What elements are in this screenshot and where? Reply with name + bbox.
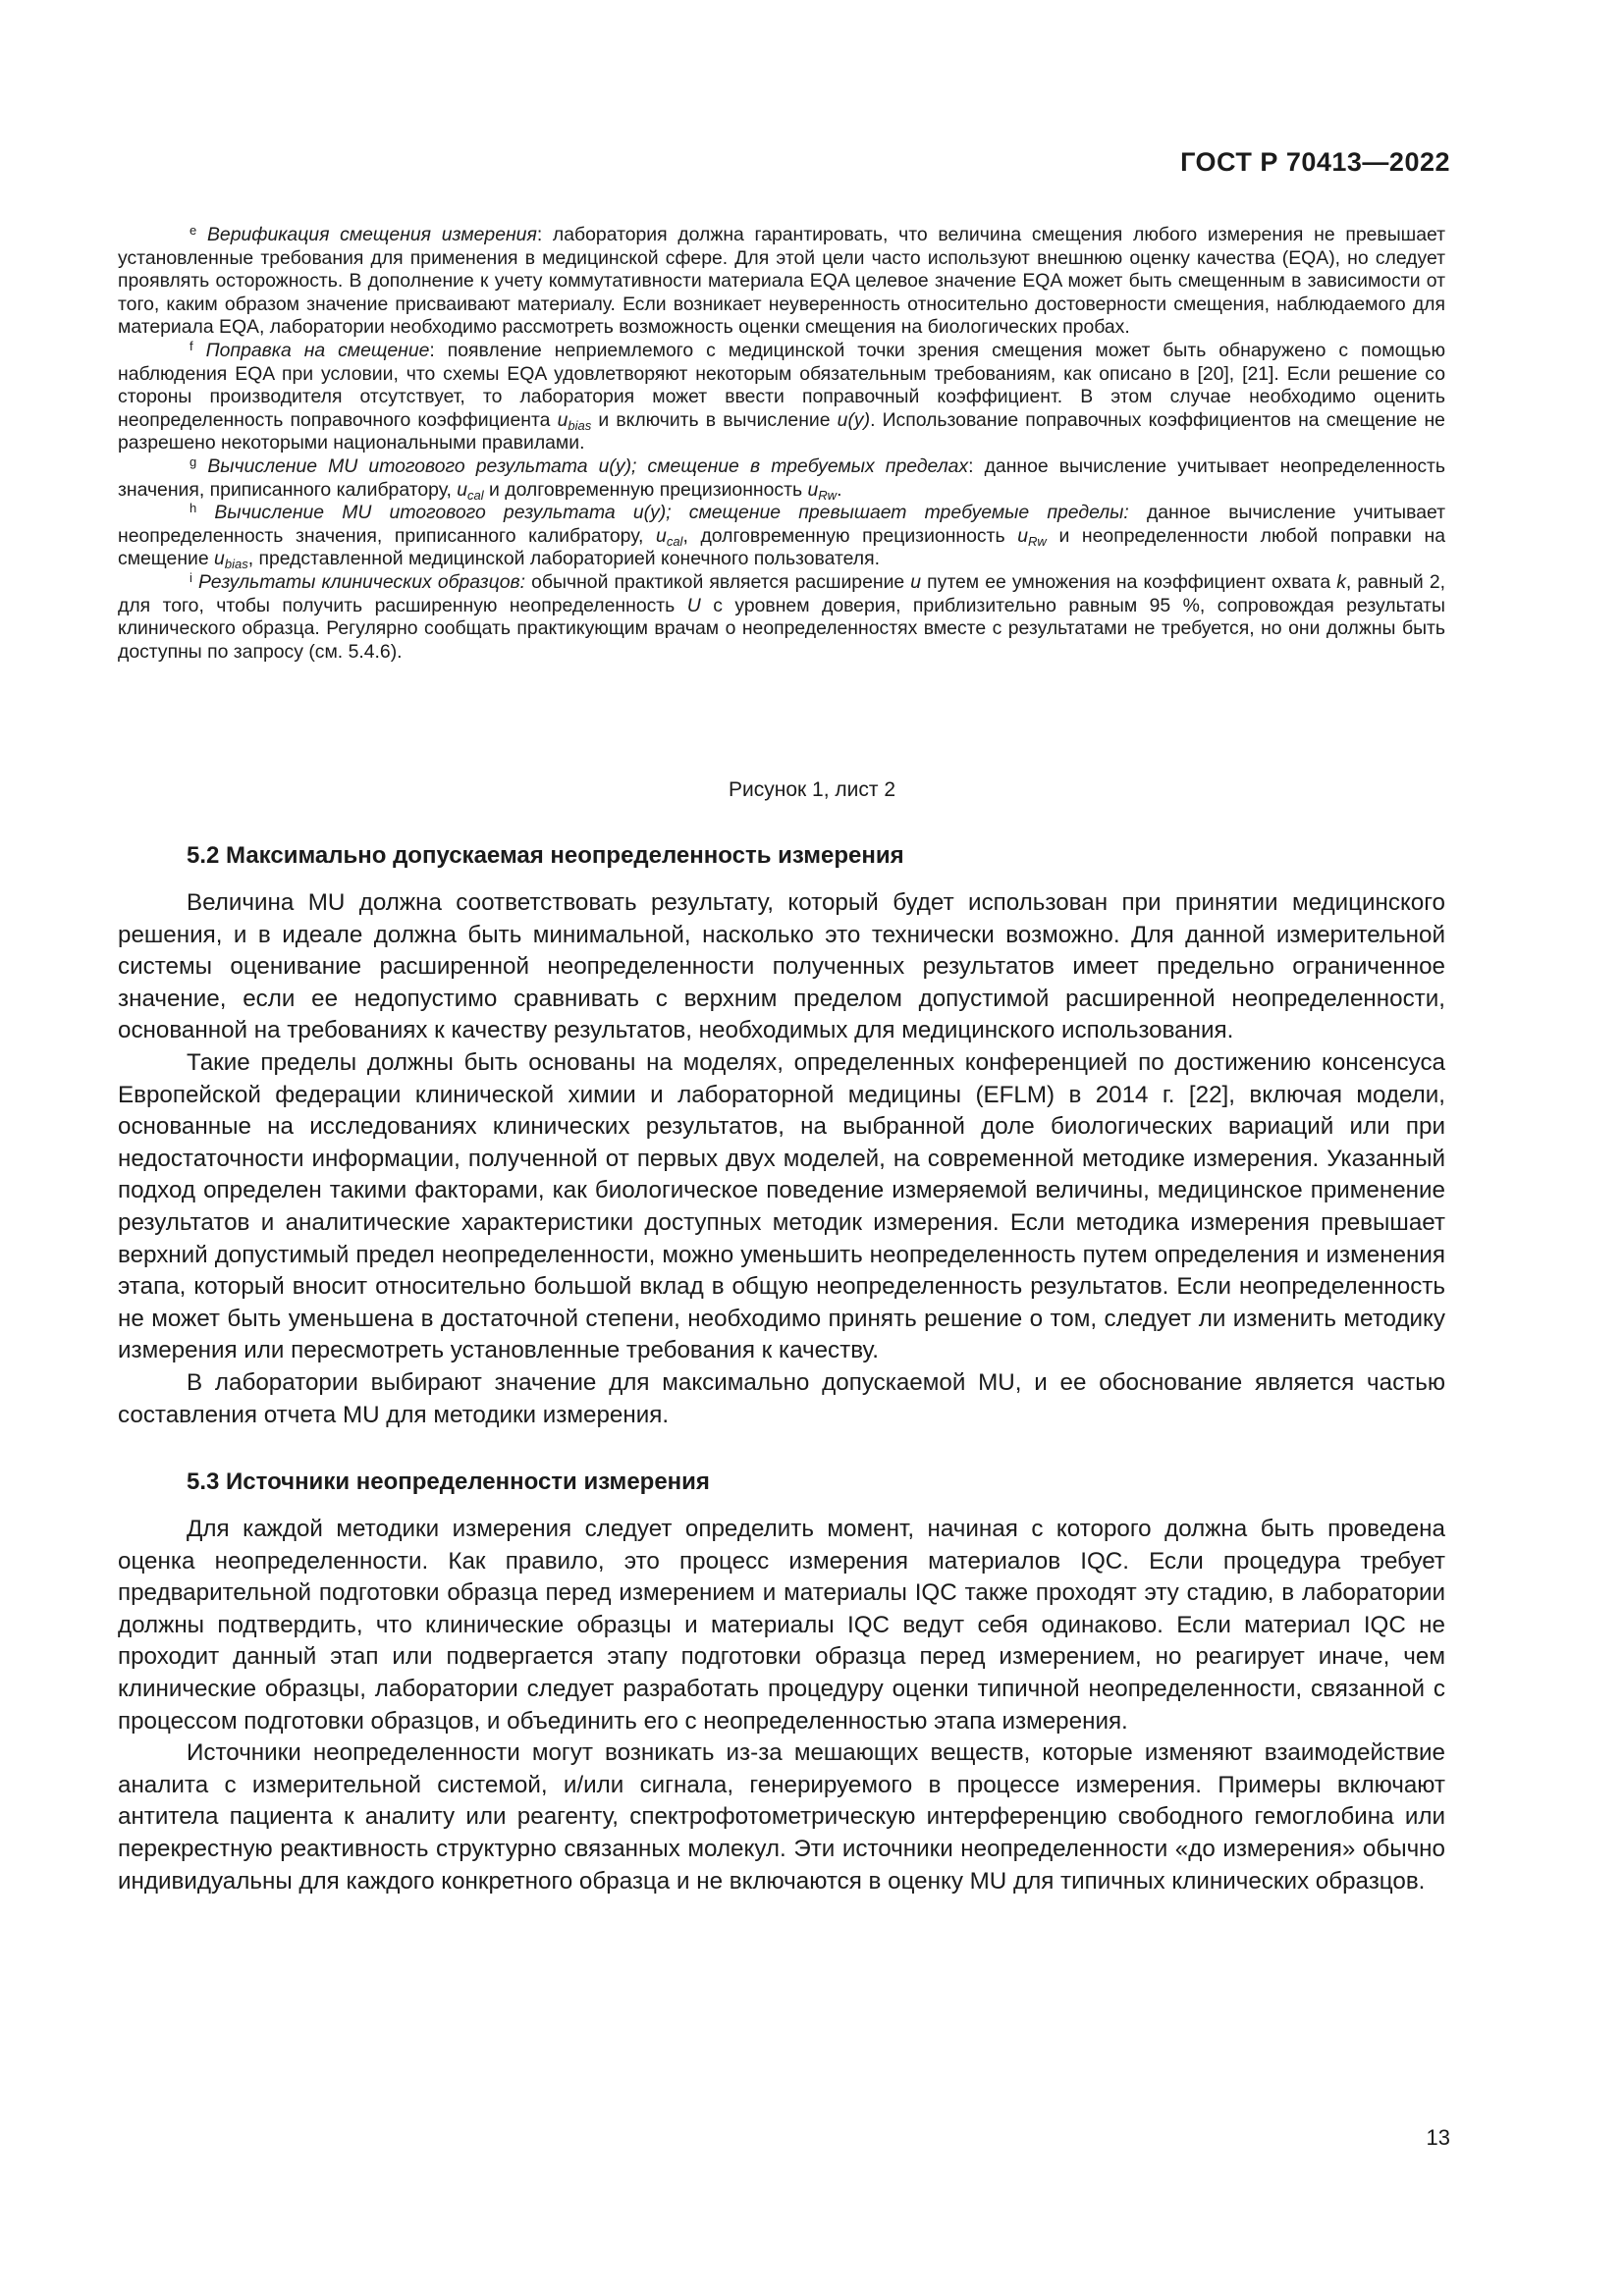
footnote-text: и неопределенности любой поправки на смещение (118, 524, 1445, 570)
section-5-2-paragraph-1: Величина MU должна соответствовать результату, который будет использован при принятии медицинского решения, и в идеале должна быть минимальной, насколько это технически возможно. Для данной измерительной системы оценивание расширенной неопределенности полученных результатов имеет предельно ограниченное значение, если ее недопустимо сравнивать с верхним пределом допустимой расширенной неопределенности, основанной на требованиях к качеству результатов, необходимых для медицинского использования. (118, 889, 1445, 1044)
footnote-title: Вычисление MU итогового результата u(y); смещение в требуемых пределах (207, 454, 969, 477)
footnote-g (118, 455, 1445, 502)
footnote-text: , представленной медицинской лабораторией конечного пользователя. (247, 548, 880, 570)
figure-footnotes (118, 224, 1445, 664)
subscript-bias: bias (224, 557, 248, 572)
symbol-u: u (807, 478, 819, 501)
footnote-title: Результаты клинических образцов: (197, 570, 526, 593)
symbol-U: U (686, 594, 701, 616)
section-5-2-paragraph-2: Такие пределы должны быть основаны на моделях, определенных конференцией по достижению консенсуса Европейской федерации клинической химии и лабораторной медицины (EFLM) в 2014 г. [22], включая модели, основанные на исследованиях клинических результатов, на выбранной доле биологических вариаций или при недостаточности информации, полученной от первых двух моделей, на современной методике измерения. Указанный подход определен такими факторами, как биологическое поведение измеряемой величины, медицинское применение результатов и аналитические характеристики доступных методик измерения. Если методика измерения превышает верхний допустимый предел неопределенности, можно уменьшить неопределенность путем определения и изменения этапа, который вносит относительно большой вклад в общую неопределенность результатов. Если неопределенность не может быть уменьшена в достаточной степени, необходимо принять решение о том, следует ли изменить методику измерения или пересмотреть установленные требования к качеству. (118, 1048, 1445, 1364)
section-5-3-heading: 5.3 Источники неопределенности измерения (187, 1468, 710, 1496)
page-number: 13 (1426, 2125, 1450, 2150)
symbol-u: u (910, 570, 922, 593)
section-5-2-paragraph-3: В лаборатории выбирают значение для максимально допускаемой MU, и ее обоснование является частью составления отчета MU для методики измерения. (118, 1368, 1445, 1428)
footnote-text: путем ее умножения на коэффициент охвата (921, 570, 1337, 593)
symbol-u: u (557, 408, 568, 431)
subscript-bias: bias (568, 417, 592, 433)
footnote-mark: e (189, 223, 197, 238)
section-5-3-paragraph-1: Для каждой методики измерения следует определить момент, начиная с которого должна быть проведена оценка неопределенности. Как правило, это процесс измерения материалов IQC. Если процедура требует предварительной подготовки образца перед измерением и материалы IQC также проходят эту стадию, в лаборатории должны подтвердить, что клинические образцы и материалы IQC ведут себя одинаково. Если материал IQC не проходит данный этап или подвергается этапу подготовки образца перед измерением, но реагирует иначе, чем клинические образцы, лаборатории следует разработать процедуру оценки типичной неопределенности, связанной с процессом подготовки образцов, и объединить его с неопределенностью этапа измерения. (118, 1516, 1445, 1735)
subscript-cal: cal (666, 533, 683, 549)
footnote-text: : появление неприемлемого с медицинской точки зрения смещения может быть обнаружено с помощью наблюдения EQA при условии, что схемы EQA удовлетворяют некоторым обязательным требованиям, как описано в [20], [21]. Если решение со стороны производителя отсутствует, то лаборатория может ввести поправочный коэффициент. В этом случае необходимо оценить неопределенность поправочного коэффициента (118, 339, 1446, 431)
footnote-h (118, 502, 1445, 571)
footnote-mark: i (189, 569, 192, 585)
section-5-2-heading: 5.2 Максимально допускаемая неопределенность измерения (187, 842, 904, 869)
section-5-3-paragraph-2: Источники неопределенности могут возникать из-за мешающих веществ, которые изменяют взаимодействие аналита с измерительной системой, и/или сигнала, генерируемого в процессе измерения. Примеры включают антитела пациента к аналиту или реагенту, спектрофотометрическую интерференцию свободного гемоглобина или перекрестную реактивность структурно связанных молекул. Эти источники неопределенности «до измерения» обычно индивидуальны для каждого конкретного образца и не включаются в оценку MU для типичных клинических образцов. (118, 1739, 1445, 1895)
footnote-text: обычной практикой является расширение (525, 570, 911, 593)
footnote-title: Верификация смещения измерения (206, 224, 537, 245)
symbol-u: u (214, 548, 225, 570)
main-text (118, 840, 1445, 1897)
footnote-mark: f (189, 338, 193, 353)
footnote-text: данное вычисление учитывает неопределенность значения, приписанного калибратору, (118, 502, 1445, 547)
footnote-mark: g (189, 454, 197, 469)
footnote-text: и долговременную прецизионность (483, 478, 808, 501)
footnote-text: . Использование поправочных коэффициентов на смещение не разрешено некоторыми национальными правилами. (118, 408, 1445, 454)
footnote-title: Вычисление MU итогового результата u(y); смещение превышает требуемые пределы: (214, 502, 1129, 524)
footnote-text: с уровнем доверия, приблизительно равным 95 %, сопровождая результаты клинического образца. Регулярно сообщать практикующим врачам о неопределенностях вместе с результатами не требуется, но они должны быть доступны по запросу (см. 5.4.6). (118, 594, 1445, 663)
footnote-text: и включить в вычисление (591, 408, 838, 431)
symbol-u: u (457, 478, 468, 501)
footnote-text: : данное вычисление учитывает неопределенность значения, приписанного калибратору, (118, 454, 1446, 501)
symbol-u: u (1017, 524, 1029, 547)
footnote-mark: h (189, 501, 197, 516)
document-id-header: ГОСТ Р 70413—2022 (1180, 147, 1450, 177)
footnote-text: . (837, 478, 842, 501)
subscript-cal: cal (467, 487, 484, 503)
subscript-rw: Rw (818, 487, 838, 503)
footnote-f (118, 340, 1445, 455)
footnote-i (118, 571, 1445, 664)
symbol-u: u (656, 524, 667, 547)
footnote-title: Поправка на смещение (205, 339, 430, 361)
subscript-rw: Rw (1028, 533, 1047, 549)
footnote-text: , долговременную прецизионность (682, 524, 1018, 547)
figure-caption: Рисунок 1, лист 2 (729, 778, 895, 801)
symbol-uy: u(y) (837, 408, 871, 431)
footnote-e (118, 224, 1445, 340)
footnote-text: , равный 2, для того, чтобы получить расширенную неопределенность (118, 570, 1445, 616)
symbol-k: k (1336, 570, 1346, 593)
footnote-text: : лаборатория должна гарантировать, что величина смещения любого измерения не превышает установленные требования для применения в медицинской сфере. Для этой цели часто используют внешнюю оценку качества (EQA), но следует проявлять осторожность. В дополнение к учету коммутативности материала EQA целевое значение EQA может быть смещенным в зависимости от того, каким образом значение присваивают материалу. Если возникает неуверенность относительно достоверности смещения, наблюдаемого для материала EQA, лаборатории необходимо рассмотреть возможность оценки смещения на биологических пробах. (118, 224, 1446, 339)
